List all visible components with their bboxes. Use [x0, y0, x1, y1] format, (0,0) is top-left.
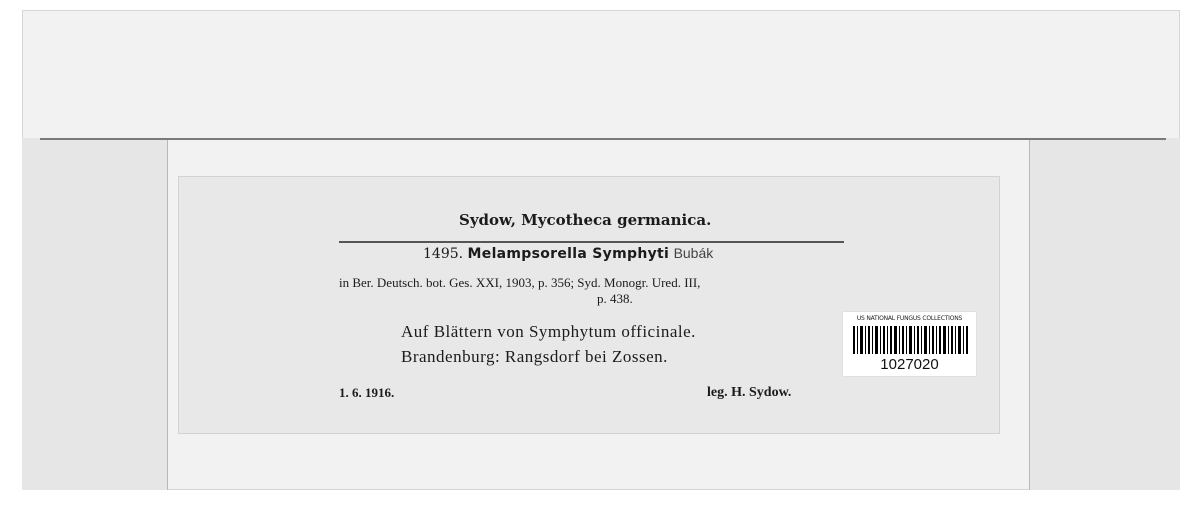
specimen-label — [178, 176, 1000, 434]
reference-line-2: p. 438. — [597, 291, 633, 306]
host-text: Auf Blättern von Symphytum officinale. — [401, 322, 696, 341]
envelope-right-fold — [1029, 138, 1180, 490]
barcode-label — [842, 311, 977, 377]
species-line — [423, 245, 713, 262]
barcode-bars — [853, 326, 968, 354]
locality-text: Brandenburg: Rangsdorf bei Zossen. — [401, 347, 668, 366]
specimen-number: 1495. — [423, 246, 464, 262]
species-name: Melampsorella Symphyti — [467, 246, 670, 262]
barcode-title: US NATIONAL FUNGUS COLLECTIONS — [856, 315, 963, 322]
title-divider — [339, 241, 844, 243]
envelope-left-fold — [22, 138, 168, 490]
barcode-number: 1027020 — [880, 356, 939, 373]
reference-line-1: in Ber. Deutsch. bot. Ges. XXI, 1903, p. 356; Syd. Monogr. Ured. III, — [339, 275, 701, 290]
species-author: Bubák — [673, 245, 714, 261]
collection-title: Sydow, Mycotheca germanica. — [459, 211, 712, 229]
collector-text: leg. H. Sydow. — [707, 385, 792, 400]
envelope-flap-line — [40, 138, 1166, 140]
collection-date: 1. 6. 1916. — [339, 385, 395, 400]
